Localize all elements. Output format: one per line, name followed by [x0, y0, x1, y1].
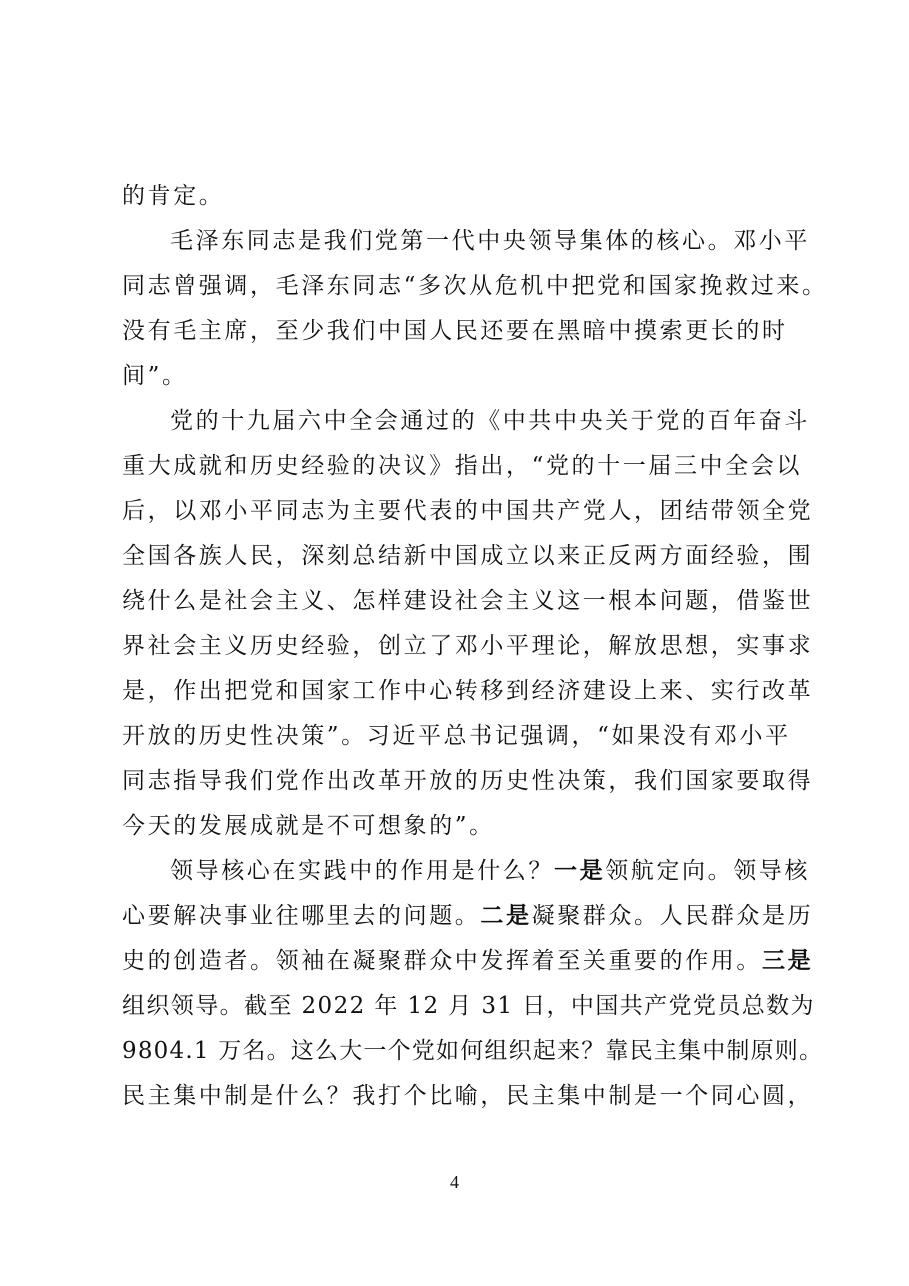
text-line	[122, 939, 814, 983]
text-segment: 领航定向。领导核	[605, 858, 811, 884]
text-line: 是，作出把党和国家工作中心转移到经济建设上来、实行改革	[122, 678, 814, 704]
text-line: 开放的历史性决策”。习近平总书记强调，“如果没有邓小平	[122, 723, 791, 749]
bold-marker: 一是	[554, 857, 606, 884]
text-line: 今天的发展成就是不可想象的”。	[122, 813, 495, 839]
bold-marker: 二是	[480, 902, 532, 929]
text-line: 没有毛主席，至少我们中国人民还要在黑暗中摸索更长的时	[122, 318, 788, 344]
text-line: 9804.1 万名。这么大一个党如何组织起来？靠民主集中制原则。	[122, 1038, 824, 1064]
text-segment: 史的创造者。领袖在凝聚群众中发挥着至关重要的作用。	[122, 948, 762, 974]
paragraph-start-line	[170, 849, 811, 893]
text-segment: 凝聚群众。人民群众是历	[531, 903, 814, 929]
text-line: 民主集中制是什么？我打个比喻，民主集中制是一个同心圆，	[122, 1083, 814, 1109]
text-segment: 领导核心在实践中的作用是什么？	[170, 858, 554, 884]
text-line: 绕什么是社会主义、怎样建设社会主义这一根本问题，借鉴世	[122, 588, 814, 614]
text-line: 全国各族人民，深刻总结新中国成立以来正反两方面经验，围	[122, 543, 814, 569]
page-number: 4	[450, 1172, 459, 1192]
text-line: 间”。	[122, 363, 188, 389]
paragraph-start-line: 党的十九届六中全会通过的《中共中央关于党的百年奋斗	[170, 408, 810, 434]
text-line: 同志曾强调，毛泽东同志“多次从危机中把党和国家挽救过来。	[122, 273, 828, 299]
text-line	[122, 894, 814, 938]
text-line: 重大成就和历史经验的决议》指出，“党的十一届三中全会以	[122, 453, 802, 479]
text-line: 组织领导。截至 2022 年 12 月 31 日，中国共产党党员总数为	[122, 993, 815, 1019]
text-line: 界社会主义历史经验，创立了邓小平理论，解放思想，实事求	[122, 633, 814, 659]
paragraph-start-line: 毛泽东同志是我们党第一代中央领导集体的核心。邓小平	[170, 228, 810, 254]
text-line: 同志指导我们党作出改革开放的历史性决策，我们国家要取得	[122, 768, 814, 794]
text-line: 后，以邓小平同志为主要代表的中国共产党人，团结带领全党	[122, 498, 814, 524]
text-segment: 心要解决事业往哪里去的问题。	[122, 903, 481, 929]
text-line-1: 的肯定。	[122, 183, 225, 209]
bold-marker: 三是	[762, 947, 814, 974]
